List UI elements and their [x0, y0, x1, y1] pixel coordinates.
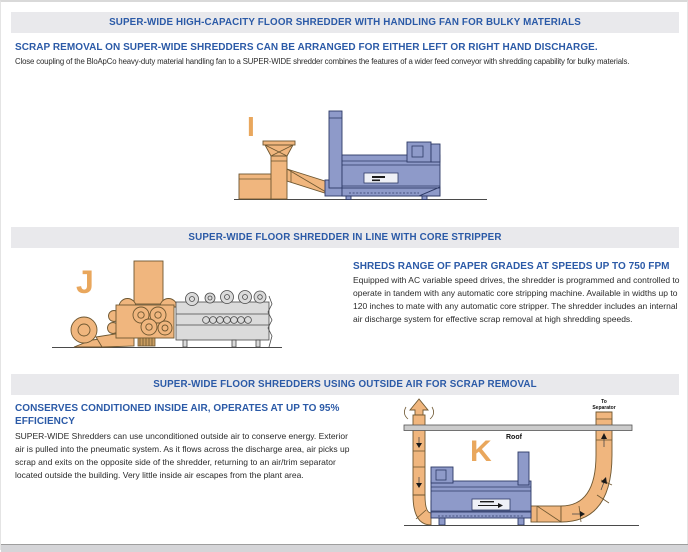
section2-heading: SHREDS RANGE OF PAPER GRADES AT SPEEDS UP TO 750 FPM — [353, 261, 670, 272]
section3-heading: CONSERVES CONDITIONED INSIDE AIR, OPERATES AT UP TO 95% EFFICIENCY — [15, 403, 340, 427]
figure-j-shredder — [108, 261, 178, 346]
section3-banner — [11, 374, 679, 395]
figure-j-illustration — [46, 252, 346, 362]
figure-i-label: I — [247, 111, 255, 142]
section1-banner — [11, 12, 679, 33]
figure-k-label: K — [470, 435, 492, 468]
figure-k-illustration — [384, 395, 686, 545]
section2-banner-title: SUPER-WIDE FLOOR SHREDDER IN LINE WITH CORE STRIPPER — [188, 232, 502, 243]
section3-banner-title: SUPER-WIDE FLOOR SHREDDERS USING OUTSIDE AIR FOR SCRAP REMOVAL — [153, 379, 537, 390]
section1-banner-title: SUPER-WIDE HIGH-CAPACITY FLOOR SHREDDER WITH HANDLING FAN FOR BULKY MATERIALS — [109, 17, 581, 28]
figure-j-brush — [138, 338, 155, 346]
figure-k-separator-label — [592, 399, 615, 411]
intake-arrow-icon — [410, 399, 428, 415]
figure-i-control-cabinet — [407, 142, 431, 162]
figure-k-nameplate — [472, 499, 510, 510]
section1-body: Close coupling of the BloApCo heavy-duty material handling fan to a SUPER-WIDE shredder combines the features of a wider feed conveyor with shredding capability for bulky materials. — [15, 57, 630, 66]
figure-j-label: J — [76, 264, 94, 300]
svg-text:Separator: Separator — [592, 405, 616, 411]
svg-text:To: To — [601, 399, 607, 405]
page-break-bar — [1, 544, 688, 552]
section1-heading: SCRAP REMOVAL ON SUPER-WIDE SHREDDERS CAN BE ARRANGED FOR EITHER LEFT OR RIGHT HAND DISCHARGE. — [15, 42, 598, 53]
figure-i-handling-fan — [239, 141, 331, 199]
roof-label: Roof — [506, 434, 522, 441]
figure-j-core-stripper — [176, 291, 278, 348]
section2-body: Equipped with AC variable speed drives, the shredder is programmed and controlled to operate in tandem with any automatic core stripping machine. Available in widths up to 120 inches to mate with any automatic core stripper. The shredder includes an internal air discharge system for effective scrap removal at high shredding speeds. — [353, 275, 680, 324]
section2-banner — [11, 227, 679, 248]
section3-body: SUPER-WIDE Shredders can use unconditioned outside air to conserve energy. Exterior air is pulled into the pneumatic system. As it flows across the discharge area, air picks up scrap and exits on the opposite side of the shredder, returning to an air/trim separator located outside the building. Very little inside air escapes from the plant area. — [15, 431, 350, 480]
figure-i-shredder — [325, 111, 440, 200]
figure-k-intake-duct — [404, 399, 433, 525]
figure-k-control-box — [431, 467, 453, 483]
figure-i-illustration — [179, 98, 511, 216]
